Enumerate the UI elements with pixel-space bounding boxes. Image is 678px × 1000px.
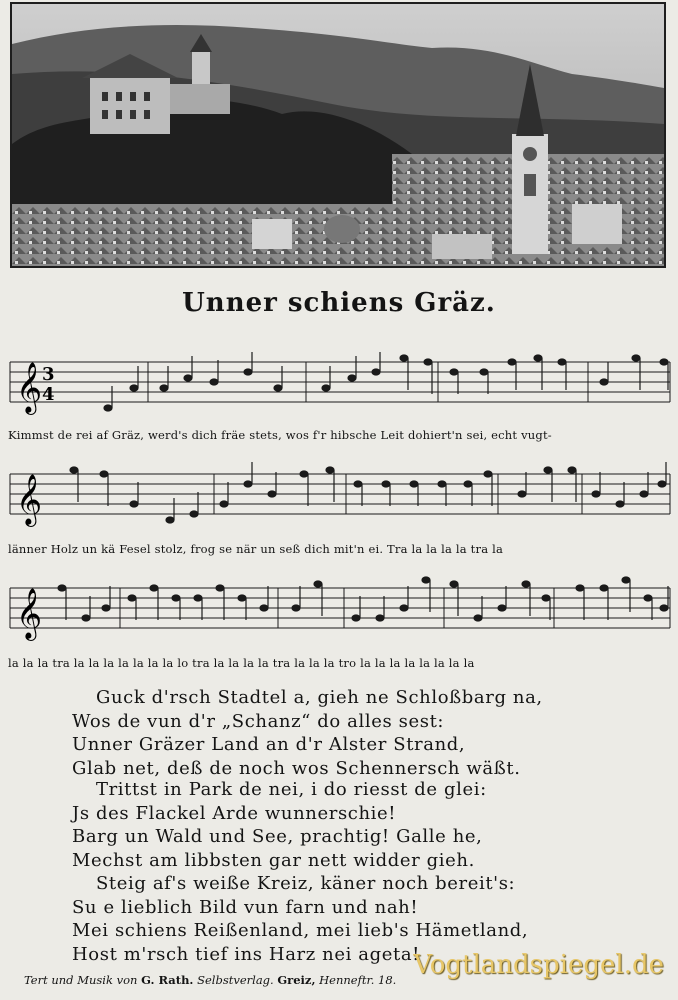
verse-line: Barg un Wald und See, prachtig! Galle he,	[72, 826, 483, 847]
treble-clef-icon: 𝄞	[16, 588, 43, 639]
music-system-2	[8, 458, 672, 538]
town-photo-illustration	[12, 4, 664, 266]
verse-line: Su e lieblich Bild vun farn und nah!	[72, 896, 419, 918]
verse-line: Steig af's weiße Kreiz, käner noch bereit's:	[96, 873, 516, 894]
song-title: Unner schiens Gräz.	[182, 288, 496, 318]
watermark: Vogtlandspiegel.de	[413, 950, 664, 980]
verse-line: Trittst in Park de nei, i do riesst de glei:	[96, 779, 487, 800]
staff-2	[8, 458, 672, 538]
verse-line: Js des Flackel Arde wunnerschie!	[72, 802, 397, 824]
verse-line: Mei schiens Reißenland, mei lieb's Hämetland,	[72, 920, 529, 941]
svg-text:3: 3	[42, 364, 55, 385]
verse-line: Wos de vun d'r „Schanz“ do alles sest:	[72, 710, 445, 732]
credit-street: Henneftr. 18.	[319, 973, 397, 987]
treble-clef-icon: 𝄞	[16, 474, 43, 525]
staff-3	[8, 572, 672, 652]
credit-place: Greiz,	[277, 973, 316, 987]
credit-publisher: Selbstverlag.	[197, 973, 274, 987]
credit-line	[24, 973, 396, 987]
credit-prefix: Tert und Musik von	[24, 973, 138, 987]
town-photo	[10, 2, 666, 268]
verse-line: Mechst am libbsten gar nett widder gieh.	[72, 849, 475, 871]
credit-author: G. Rath.	[141, 973, 194, 987]
verse-line: Glab net, deß de noch wos Schennersch wäßt.	[72, 757, 521, 779]
treble-clef-icon: 𝄞	[16, 362, 43, 413]
music-system-3	[8, 572, 672, 652]
lyric-line-2: länner Holz un kä Fesel stolz, frog se när un seß dich mit'n ei. Tra la la la la tra la	[8, 542, 504, 556]
lyric-line-1: Kimmst de rei af Gräz, werd's dich fräe stets, wos f'r hibsche Leit dohiert'n sei, echt vugt-	[8, 428, 552, 442]
verse-1	[72, 686, 632, 780]
verse-line: Host m'rsch tief ins Harz nei ageta!	[72, 943, 420, 965]
lyric-line-3: la la la tra la la la la la la la lo tra la la la la tra la la la tro la la la la la la la la	[8, 656, 475, 670]
staff-1	[8, 350, 672, 426]
svg-text:4: 4	[42, 384, 55, 405]
verse-2	[72, 778, 632, 872]
music-system-1	[8, 350, 672, 426]
verse-line: Unner Gräzer Land an d'r Alster Strand,	[72, 734, 466, 755]
verse-line: Guck d'rsch Stadtel a, gieh ne Schloßbarg na,	[96, 687, 543, 708]
